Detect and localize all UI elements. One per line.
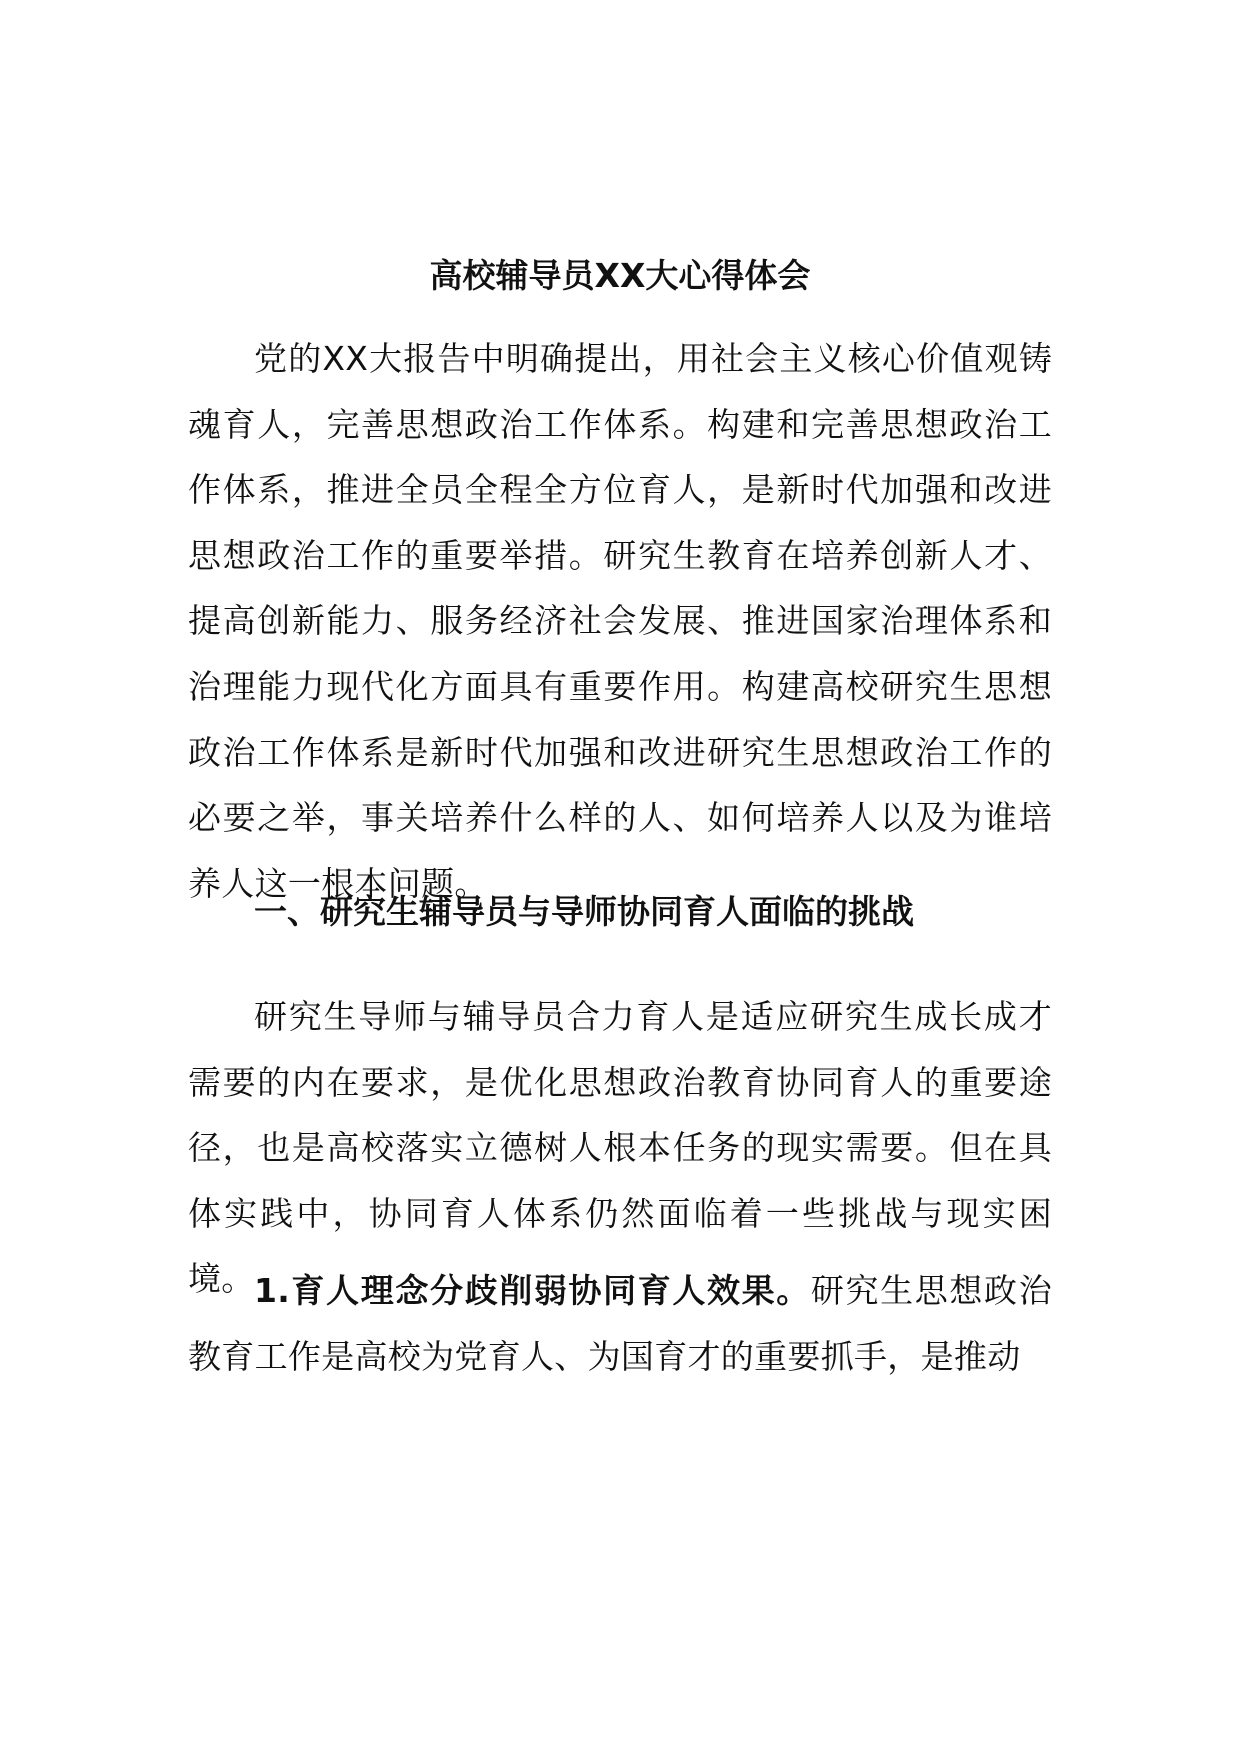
section-paragraph: 研究生导师与辅导员合力育人是适应研究生成长成才需要的内在要求，是优化思想政治教育协同育人的重要途径，也是高校落实立德树人根本任务的现实需要。但在具体实践中，协同育人体系仍然面临着一些挑战与现实困境。 [188, 997, 1052, 1299]
point-lead: 1.育人理念分歧削弱协同育人效果。 [254, 1271, 811, 1310]
point-paragraph [188, 1258, 1052, 1389]
section-heading: 一、研究生辅导员与导师协同育人面临的挑战 [254, 892, 914, 931]
document-title: 高校辅导员XX大心得体会 [429, 256, 811, 295]
point-text: 研究生思想政治教育工作是高校为党育人、为国育才的重要抓手，是推动 [188, 1271, 1052, 1376]
intro-paragraph: 党的XX大报告中明确提出，用社会主义核心价值观铸魂育人，完善思想政治工作体系。构建和完善思想政治工作体系，推进全员全程全方位育人，是新时代加强和改进思想政治工作的重要举措。研究生教育在培养创新人才、提高创新能力、服务经济社会发展、推进国家治理体系和治理能力现代化方面具有重要作用。构建高校研究生思想政治工作体系是新时代加强和改进研究生思想政治工作的必要之举，事关培养什么样的人、如何培养人以及为谁培养人这一根本问题。 [188, 339, 1052, 903]
